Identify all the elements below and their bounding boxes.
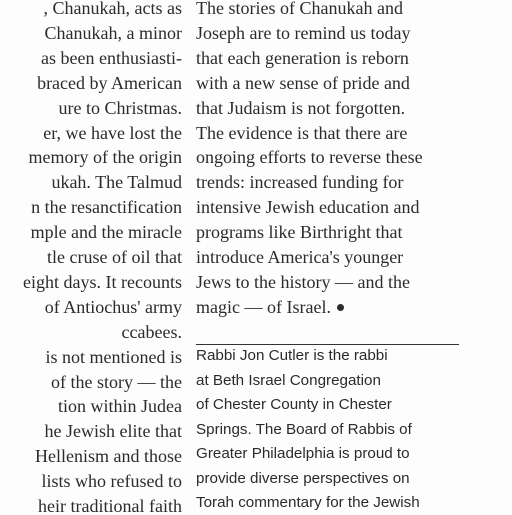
text-line <box>47 245 182 269</box>
text-line <box>196 491 420 515</box>
left-article-column <box>0 0 182 512</box>
text-line-content: is not mentioned is <box>45 346 182 367</box>
text-line-content: Chanukah, a minor <box>44 22 182 43</box>
text-line <box>31 220 182 244</box>
text-line-content: memory of the origin <box>28 147 182 168</box>
text-line <box>43 121 182 145</box>
text-line <box>196 145 423 169</box>
text-line-content: Joseph are to remind us today <box>196 22 411 43</box>
text-line <box>44 0 182 20</box>
text-line <box>196 295 344 319</box>
text-line-content: Springs. The Board of Rabbis of <box>196 420 412 438</box>
text-line-content: magic — of Israel. <box>196 296 331 317</box>
text-line <box>196 21 410 45</box>
text-line-content: at Beth Israel Congregation <box>196 371 381 389</box>
text-line-content: Hellenism and those <box>35 446 182 467</box>
text-line-content: lists who refused to <box>41 471 182 492</box>
text-line-content: with a new sense of pride and <box>196 72 410 93</box>
text-line <box>45 419 182 443</box>
text-line <box>58 394 182 418</box>
text-line <box>51 370 182 394</box>
text-line <box>59 96 183 120</box>
text-line-content: tion within Judea <box>58 396 182 417</box>
text-line-content: braced by American <box>37 72 182 93</box>
text-line-content: intensive Jewish education and <box>196 197 420 218</box>
text-line <box>46 345 183 369</box>
text-line <box>122 320 182 344</box>
text-line <box>196 0 403 20</box>
text-line <box>196 220 402 244</box>
text-line-content: ukah. The Talmud <box>51 172 182 193</box>
text-line <box>23 270 182 294</box>
text-line-content: The stories of Chanukah and <box>196 0 403 18</box>
text-line <box>196 46 409 70</box>
text-line <box>196 418 412 442</box>
text-line <box>196 195 419 219</box>
text-line <box>196 245 403 269</box>
text-line <box>196 170 403 194</box>
text-line <box>31 195 182 219</box>
text-line <box>196 344 388 368</box>
text-line-content: eight days. It recounts <box>23 271 182 292</box>
text-line-content: , Chanukah, acts as <box>43 0 182 18</box>
text-line-content: programs like Birthright that <box>196 222 403 243</box>
text-line-content: of the story — the <box>51 371 182 392</box>
text-line-content: provide diverse perspectives on <box>196 469 410 487</box>
text-line-content: tle cruse of oil that <box>47 247 182 267</box>
text-line-content: Rabbi Jon Cutler is the rabbi <box>196 347 388 364</box>
text-line-content: of Chester County in Chester <box>196 396 392 413</box>
text-line-content: introduce America's younger <box>196 247 404 267</box>
text-line <box>29 145 182 169</box>
text-line-content: ongoing efforts to reverse these <box>196 147 423 168</box>
end-of-article-bullet-icon <box>337 304 344 311</box>
text-line <box>45 295 182 319</box>
text-line <box>38 494 182 512</box>
text-line-content: he Jewish elite that <box>44 421 182 442</box>
text-line-content: Torah commentary for the Jewish <box>196 494 420 511</box>
text-line-content: ure to Christmas. <box>58 97 182 118</box>
text-line <box>42 469 182 493</box>
text-line-content: Greater Philadelphia is proud to <box>196 445 410 462</box>
text-line-content: as been enthusiasti- <box>41 47 182 68</box>
text-line <box>45 21 182 45</box>
text-line-content: that Judaism is not forgotten. <box>196 97 406 118</box>
text-line <box>196 393 392 417</box>
text-line <box>51 170 182 194</box>
text-line <box>35 444 182 468</box>
text-line-content: of Antiochus' army <box>44 296 182 317</box>
text-line <box>196 270 410 294</box>
text-line-content: heir traditional faith <box>38 496 182 512</box>
text-line-content: ccabees. <box>121 321 182 342</box>
text-line <box>196 467 410 491</box>
text-line-content: n the resanctification <box>31 197 182 218</box>
text-line <box>196 71 410 95</box>
text-line <box>37 71 182 95</box>
text-line-content: that each generation is reborn <box>196 47 409 68</box>
text-line <box>41 46 182 70</box>
text-line <box>196 442 410 466</box>
text-line <box>196 121 407 145</box>
text-line-content: mple and the miracle <box>30 222 182 243</box>
text-line-content: Jews to the history — and the <box>196 271 410 292</box>
text-line <box>196 369 381 393</box>
text-line <box>196 96 405 120</box>
text-line-content: The evidence is that there are <box>196 122 408 143</box>
text-line-content: er, we have lost the <box>43 122 182 143</box>
text-line-content: trends: increased funding for <box>196 172 404 193</box>
